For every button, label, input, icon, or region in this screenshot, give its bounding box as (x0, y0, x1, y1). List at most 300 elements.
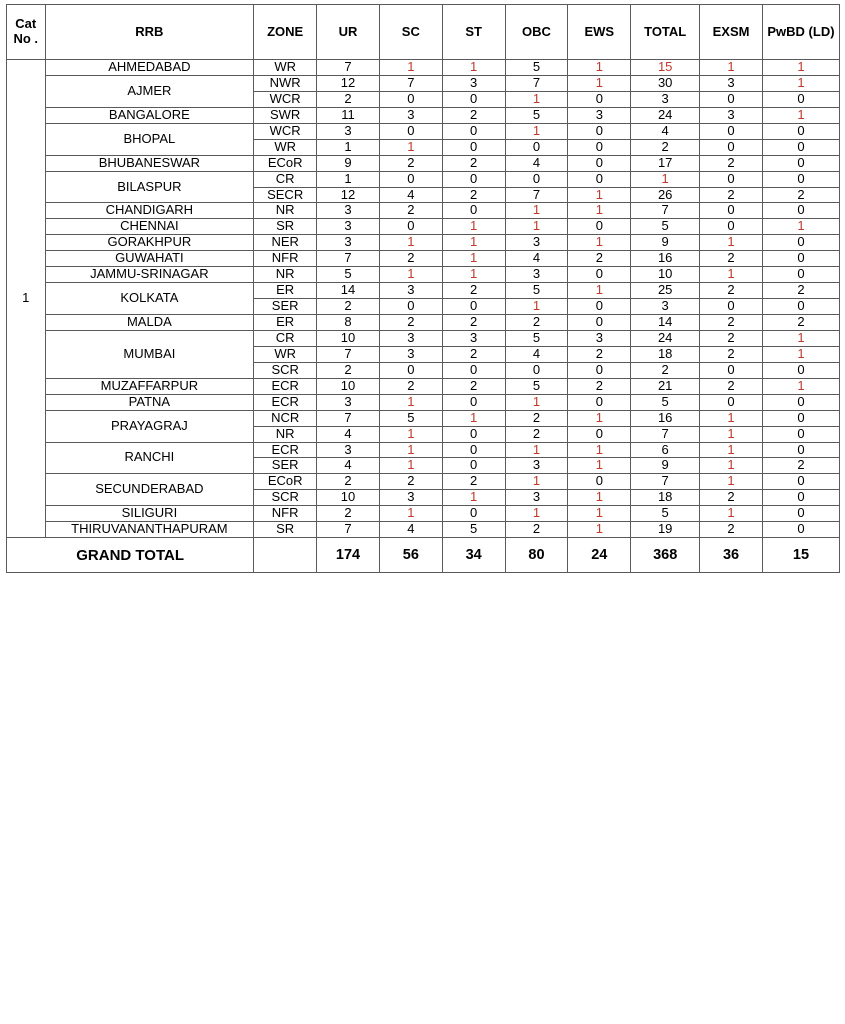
rrb-name-cell: AJMER (45, 75, 254, 107)
exsm-cell: 2 (700, 315, 763, 331)
grand-total-ur-cell: 174 (317, 538, 380, 573)
total-cell: 18 (631, 346, 700, 362)
exsm-cell: 0 (700, 123, 763, 139)
ews-cell: 0 (568, 267, 631, 283)
obc-cell: 1 (505, 506, 568, 522)
st-cell: 3 (442, 75, 505, 91)
pwbd-cell: 2 (762, 187, 839, 203)
exsm-cell: 2 (700, 378, 763, 394)
ur-cell: 2 (317, 362, 380, 378)
pwbd-cell: 1 (762, 346, 839, 362)
ur-cell: 7 (317, 410, 380, 426)
rrb-name-cell: PATNA (45, 394, 254, 410)
st-cell: 0 (442, 442, 505, 458)
exsm-cell: 1 (700, 506, 763, 522)
total-cell: 7 (631, 426, 700, 442)
obc-cell: 4 (505, 251, 568, 267)
grand-total-sc-cell: 56 (379, 538, 442, 573)
sc-cell: 3 (379, 490, 442, 506)
rrb-name-cell: BILASPUR (45, 171, 254, 203)
exsm-cell: 0 (700, 362, 763, 378)
sc-cell: 2 (379, 378, 442, 394)
table-row (7, 330, 840, 346)
sc-cell: 2 (379, 203, 442, 219)
ur-cell: 2 (317, 299, 380, 315)
ews-cell: 1 (568, 187, 631, 203)
ews-cell: 2 (568, 251, 631, 267)
rrb-name-cell: MALDA (45, 315, 254, 331)
table-row (7, 522, 840, 538)
exsm-cell: 1 (700, 267, 763, 283)
table-row (7, 283, 840, 299)
total-cell: 5 (631, 394, 700, 410)
ur-cell: 2 (317, 506, 380, 522)
total-cell: 21 (631, 378, 700, 394)
pwbd-cell: 0 (762, 394, 839, 410)
ur-cell: 3 (317, 394, 380, 410)
obc-cell: 7 (505, 187, 568, 203)
total-cell: 1 (631, 171, 700, 187)
ur-cell: 14 (317, 283, 380, 299)
ews-cell: 0 (568, 426, 631, 442)
pwbd-cell: 0 (762, 123, 839, 139)
rrb-name-cell: BHUBANESWAR (45, 155, 254, 171)
zone-cell: CR (254, 330, 317, 346)
table-row (7, 60, 840, 76)
pwbd-cell: 0 (762, 490, 839, 506)
st-cell: 2 (442, 155, 505, 171)
ur-cell: 9 (317, 155, 380, 171)
zone-cell: NR (254, 267, 317, 283)
obc-cell: 5 (505, 60, 568, 76)
ur-cell: 10 (317, 490, 380, 506)
ews-cell: 1 (568, 442, 631, 458)
header-st: ST (442, 5, 505, 60)
zone-cell: ECR (254, 442, 317, 458)
table-row (7, 506, 840, 522)
pwbd-cell: 0 (762, 203, 839, 219)
pwbd-cell: 0 (762, 91, 839, 107)
header-cat-no: Cat No . (7, 5, 46, 60)
obc-cell: 1 (505, 442, 568, 458)
zone-cell: SR (254, 522, 317, 538)
exsm-cell: 1 (700, 442, 763, 458)
sc-cell: 4 (379, 522, 442, 538)
st-cell: 0 (442, 426, 505, 442)
zone-cell: WR (254, 139, 317, 155)
exsm-cell: 1 (700, 410, 763, 426)
grand-total-row (7, 538, 840, 573)
total-cell: 7 (631, 474, 700, 490)
zone-cell: WCR (254, 91, 317, 107)
zone-cell: WR (254, 60, 317, 76)
pwbd-cell: 2 (762, 315, 839, 331)
exsm-cell: 2 (700, 522, 763, 538)
ur-cell: 8 (317, 315, 380, 331)
sc-cell: 1 (379, 267, 442, 283)
sc-cell: 3 (379, 283, 442, 299)
st-cell: 0 (442, 203, 505, 219)
rrb-name-cell: SILIGURI (45, 506, 254, 522)
zone-cell: NCR (254, 410, 317, 426)
cat-no-cell: 1 (7, 60, 46, 538)
zone-cell: NFR (254, 506, 317, 522)
st-cell: 1 (442, 410, 505, 426)
table-row (7, 171, 840, 187)
total-cell: 2 (631, 139, 700, 155)
pwbd-cell: 1 (762, 75, 839, 91)
sc-cell: 0 (379, 123, 442, 139)
pwbd-cell: 1 (762, 60, 839, 76)
zone-cell: SR (254, 219, 317, 235)
obc-cell: 1 (505, 91, 568, 107)
sc-cell: 1 (379, 458, 442, 474)
obc-cell: 5 (505, 283, 568, 299)
rrb-name-cell: SECUNDERABAD (45, 474, 254, 506)
obc-cell: 1 (505, 474, 568, 490)
pwbd-cell: 0 (762, 251, 839, 267)
zone-cell: ECoR (254, 155, 317, 171)
st-cell: 2 (442, 346, 505, 362)
table-row (7, 75, 840, 91)
exsm-cell: 2 (700, 283, 763, 299)
sc-cell: 4 (379, 187, 442, 203)
st-cell: 1 (442, 267, 505, 283)
ews-cell: 0 (568, 123, 631, 139)
ews-cell: 1 (568, 203, 631, 219)
pwbd-cell: 1 (762, 219, 839, 235)
exsm-cell: 2 (700, 187, 763, 203)
exsm-cell: 1 (700, 474, 763, 490)
st-cell: 0 (442, 123, 505, 139)
rrb-name-cell: PRAYAGRAJ (45, 410, 254, 442)
zone-cell: SWR (254, 107, 317, 123)
ews-cell: 2 (568, 378, 631, 394)
grand-total-st-cell: 34 (442, 538, 505, 573)
sc-cell: 2 (379, 315, 442, 331)
st-cell: 0 (442, 139, 505, 155)
st-cell: 0 (442, 458, 505, 474)
rrb-name-cell: GUWAHATI (45, 251, 254, 267)
table-header (7, 5, 840, 60)
st-cell: 0 (442, 171, 505, 187)
total-cell: 16 (631, 410, 700, 426)
total-cell: 5 (631, 506, 700, 522)
ews-cell: 1 (568, 522, 631, 538)
rrb-name-cell: MUZAFFARPUR (45, 378, 254, 394)
header-sc: SC (379, 5, 442, 60)
rrb-name-cell: KOLKATA (45, 283, 254, 315)
ur-cell: 1 (317, 171, 380, 187)
st-cell: 2 (442, 474, 505, 490)
total-cell: 9 (631, 235, 700, 251)
sc-cell: 1 (379, 442, 442, 458)
ews-cell: 0 (568, 394, 631, 410)
total-cell: 4 (631, 123, 700, 139)
sc-cell: 0 (379, 171, 442, 187)
obc-cell: 4 (505, 155, 568, 171)
sc-cell: 5 (379, 410, 442, 426)
zone-cell: SCR (254, 490, 317, 506)
obc-cell: 3 (505, 458, 568, 474)
ur-cell: 12 (317, 187, 380, 203)
obc-cell: 5 (505, 107, 568, 123)
total-cell: 26 (631, 187, 700, 203)
pwbd-cell: 0 (762, 235, 839, 251)
st-cell: 0 (442, 506, 505, 522)
obc-cell: 1 (505, 219, 568, 235)
pwbd-cell: 0 (762, 171, 839, 187)
ur-cell: 3 (317, 442, 380, 458)
exsm-cell: 0 (700, 91, 763, 107)
ur-cell: 3 (317, 219, 380, 235)
exsm-cell: 1 (700, 426, 763, 442)
header-pwbd: PwBD (LD) (762, 5, 839, 60)
pwbd-cell: 2 (762, 283, 839, 299)
grand-total-zone-cell (254, 538, 317, 573)
header-row (7, 5, 840, 60)
zone-cell: SECR (254, 187, 317, 203)
st-cell: 2 (442, 378, 505, 394)
pwbd-cell: 0 (762, 522, 839, 538)
obc-cell: 4 (505, 346, 568, 362)
ur-cell: 4 (317, 426, 380, 442)
st-cell: 1 (442, 60, 505, 76)
ur-cell: 7 (317, 522, 380, 538)
st-cell: 0 (442, 362, 505, 378)
obc-cell: 0 (505, 171, 568, 187)
ur-cell: 3 (317, 235, 380, 251)
ur-cell: 3 (317, 123, 380, 139)
grand-total-total-cell: 368 (631, 538, 700, 573)
exsm-cell: 0 (700, 299, 763, 315)
sc-cell: 2 (379, 251, 442, 267)
obc-cell: 3 (505, 235, 568, 251)
ews-cell: 1 (568, 60, 631, 76)
pwbd-cell: 0 (762, 267, 839, 283)
sc-cell: 1 (379, 394, 442, 410)
sc-cell: 3 (379, 330, 442, 346)
table-row (7, 315, 840, 331)
zone-cell: NFR (254, 251, 317, 267)
ews-cell: 1 (568, 410, 631, 426)
obc-cell: 5 (505, 378, 568, 394)
exsm-cell: 3 (700, 75, 763, 91)
obc-cell: 2 (505, 315, 568, 331)
total-cell: 19 (631, 522, 700, 538)
ur-cell: 10 (317, 330, 380, 346)
st-cell: 0 (442, 394, 505, 410)
pwbd-cell: 0 (762, 410, 839, 426)
obc-cell: 5 (505, 330, 568, 346)
exsm-cell: 2 (700, 251, 763, 267)
ur-cell: 10 (317, 378, 380, 394)
total-cell: 18 (631, 490, 700, 506)
pwbd-cell: 0 (762, 474, 839, 490)
st-cell: 2 (442, 283, 505, 299)
sc-cell: 7 (379, 75, 442, 91)
total-cell: 7 (631, 203, 700, 219)
ews-cell: 0 (568, 474, 631, 490)
ews-cell: 3 (568, 107, 631, 123)
total-cell: 3 (631, 91, 700, 107)
obc-cell: 3 (505, 267, 568, 283)
ews-cell: 0 (568, 155, 631, 171)
table-row (7, 394, 840, 410)
rrb-name-cell: CHANDIGARH (45, 203, 254, 219)
rrb-name-cell: BHOPAL (45, 123, 254, 155)
pwbd-cell: 0 (762, 299, 839, 315)
table-row (7, 123, 840, 139)
pwbd-cell: 1 (762, 378, 839, 394)
ews-cell: 1 (568, 235, 631, 251)
ews-cell: 1 (568, 283, 631, 299)
exsm-cell: 1 (700, 60, 763, 76)
zone-cell: NR (254, 203, 317, 219)
table-row (7, 235, 840, 251)
ur-cell: 3 (317, 203, 380, 219)
exsm-cell: 2 (700, 346, 763, 362)
st-cell: 1 (442, 219, 505, 235)
zone-cell: SER (254, 458, 317, 474)
pwbd-cell: 0 (762, 139, 839, 155)
sc-cell: 2 (379, 155, 442, 171)
grand-total-ews-cell: 24 (568, 538, 631, 573)
zone-cell: CR (254, 171, 317, 187)
ur-cell: 2 (317, 91, 380, 107)
exsm-cell: 2 (700, 330, 763, 346)
zone-cell: WR (254, 346, 317, 362)
grand-total-label: GRAND TOTAL (7, 538, 254, 573)
ews-cell: 1 (568, 506, 631, 522)
obc-cell: 1 (505, 394, 568, 410)
pwbd-cell: 0 (762, 155, 839, 171)
exsm-cell: 0 (700, 171, 763, 187)
sc-cell: 1 (379, 426, 442, 442)
total-cell: 14 (631, 315, 700, 331)
obc-cell: 1 (505, 203, 568, 219)
ews-cell: 1 (568, 458, 631, 474)
ur-cell: 7 (317, 251, 380, 267)
pwbd-cell: 1 (762, 330, 839, 346)
table-row (7, 219, 840, 235)
sc-cell: 1 (379, 506, 442, 522)
ews-cell: 0 (568, 299, 631, 315)
sc-cell: 1 (379, 139, 442, 155)
pwbd-cell: 0 (762, 362, 839, 378)
zone-cell: ER (254, 315, 317, 331)
exsm-cell: 3 (700, 107, 763, 123)
rrb-name-cell: GORAKHPUR (45, 235, 254, 251)
exsm-cell: 2 (700, 155, 763, 171)
rrb-name-cell: JAMMU-SRINAGAR (45, 267, 254, 283)
rrb-name-cell: MUMBAI (45, 330, 254, 378)
zone-cell: ECoR (254, 474, 317, 490)
grand-total-obc-cell: 80 (505, 538, 568, 573)
zone-cell: NER (254, 235, 317, 251)
exsm-cell: 0 (700, 139, 763, 155)
zone-cell: ECR (254, 394, 317, 410)
ews-cell: 3 (568, 330, 631, 346)
exsm-cell: 0 (700, 394, 763, 410)
st-cell: 2 (442, 107, 505, 123)
table-row (7, 203, 840, 219)
st-cell: 1 (442, 235, 505, 251)
ews-cell: 0 (568, 219, 631, 235)
header-obc: OBC (505, 5, 568, 60)
zone-cell: ECR (254, 378, 317, 394)
table-row (7, 251, 840, 267)
exsm-cell: 2 (700, 490, 763, 506)
ews-cell: 2 (568, 346, 631, 362)
table-row (7, 267, 840, 283)
st-cell: 0 (442, 299, 505, 315)
total-cell: 3 (631, 299, 700, 315)
ur-cell: 11 (317, 107, 380, 123)
zone-cell: SCR (254, 362, 317, 378)
pwbd-cell: 2 (762, 458, 839, 474)
ews-cell: 1 (568, 75, 631, 91)
total-cell: 25 (631, 283, 700, 299)
table-row (7, 474, 840, 490)
obc-cell: 0 (505, 139, 568, 155)
st-cell: 1 (442, 490, 505, 506)
st-cell: 1 (442, 251, 505, 267)
ews-cell: 0 (568, 362, 631, 378)
sc-cell: 1 (379, 60, 442, 76)
table-row (7, 410, 840, 426)
ews-cell: 0 (568, 315, 631, 331)
total-cell: 15 (631, 60, 700, 76)
total-cell: 10 (631, 267, 700, 283)
st-cell: 0 (442, 91, 505, 107)
st-cell: 2 (442, 315, 505, 331)
sc-cell: 2 (379, 474, 442, 490)
obc-cell: 2 (505, 410, 568, 426)
zone-cell: ER (254, 283, 317, 299)
rrb-name-cell: CHENNAI (45, 219, 254, 235)
sc-cell: 0 (379, 362, 442, 378)
total-cell: 24 (631, 330, 700, 346)
ur-cell: 4 (317, 458, 380, 474)
obc-cell: 2 (505, 426, 568, 442)
ews-cell: 0 (568, 171, 631, 187)
table-body (7, 60, 840, 573)
rrb-name-cell: RANCHI (45, 442, 254, 474)
rrb-name-cell: BANGALORE (45, 107, 254, 123)
header-total: TOTAL (631, 5, 700, 60)
zone-cell: SER (254, 299, 317, 315)
sc-cell: 0 (379, 91, 442, 107)
exsm-cell: 0 (700, 203, 763, 219)
pwbd-cell: 0 (762, 426, 839, 442)
table-row (7, 378, 840, 394)
ews-cell: 0 (568, 139, 631, 155)
sc-cell: 1 (379, 235, 442, 251)
sc-cell: 3 (379, 346, 442, 362)
table-row (7, 155, 840, 171)
pwbd-cell: 1 (762, 107, 839, 123)
pwbd-cell: 0 (762, 442, 839, 458)
zone-cell: WCR (254, 123, 317, 139)
obc-cell: 1 (505, 299, 568, 315)
obc-cell: 1 (505, 123, 568, 139)
obc-cell: 3 (505, 490, 568, 506)
header-ur: UR (317, 5, 380, 60)
st-cell: 5 (442, 522, 505, 538)
total-cell: 6 (631, 442, 700, 458)
ur-cell: 2 (317, 474, 380, 490)
